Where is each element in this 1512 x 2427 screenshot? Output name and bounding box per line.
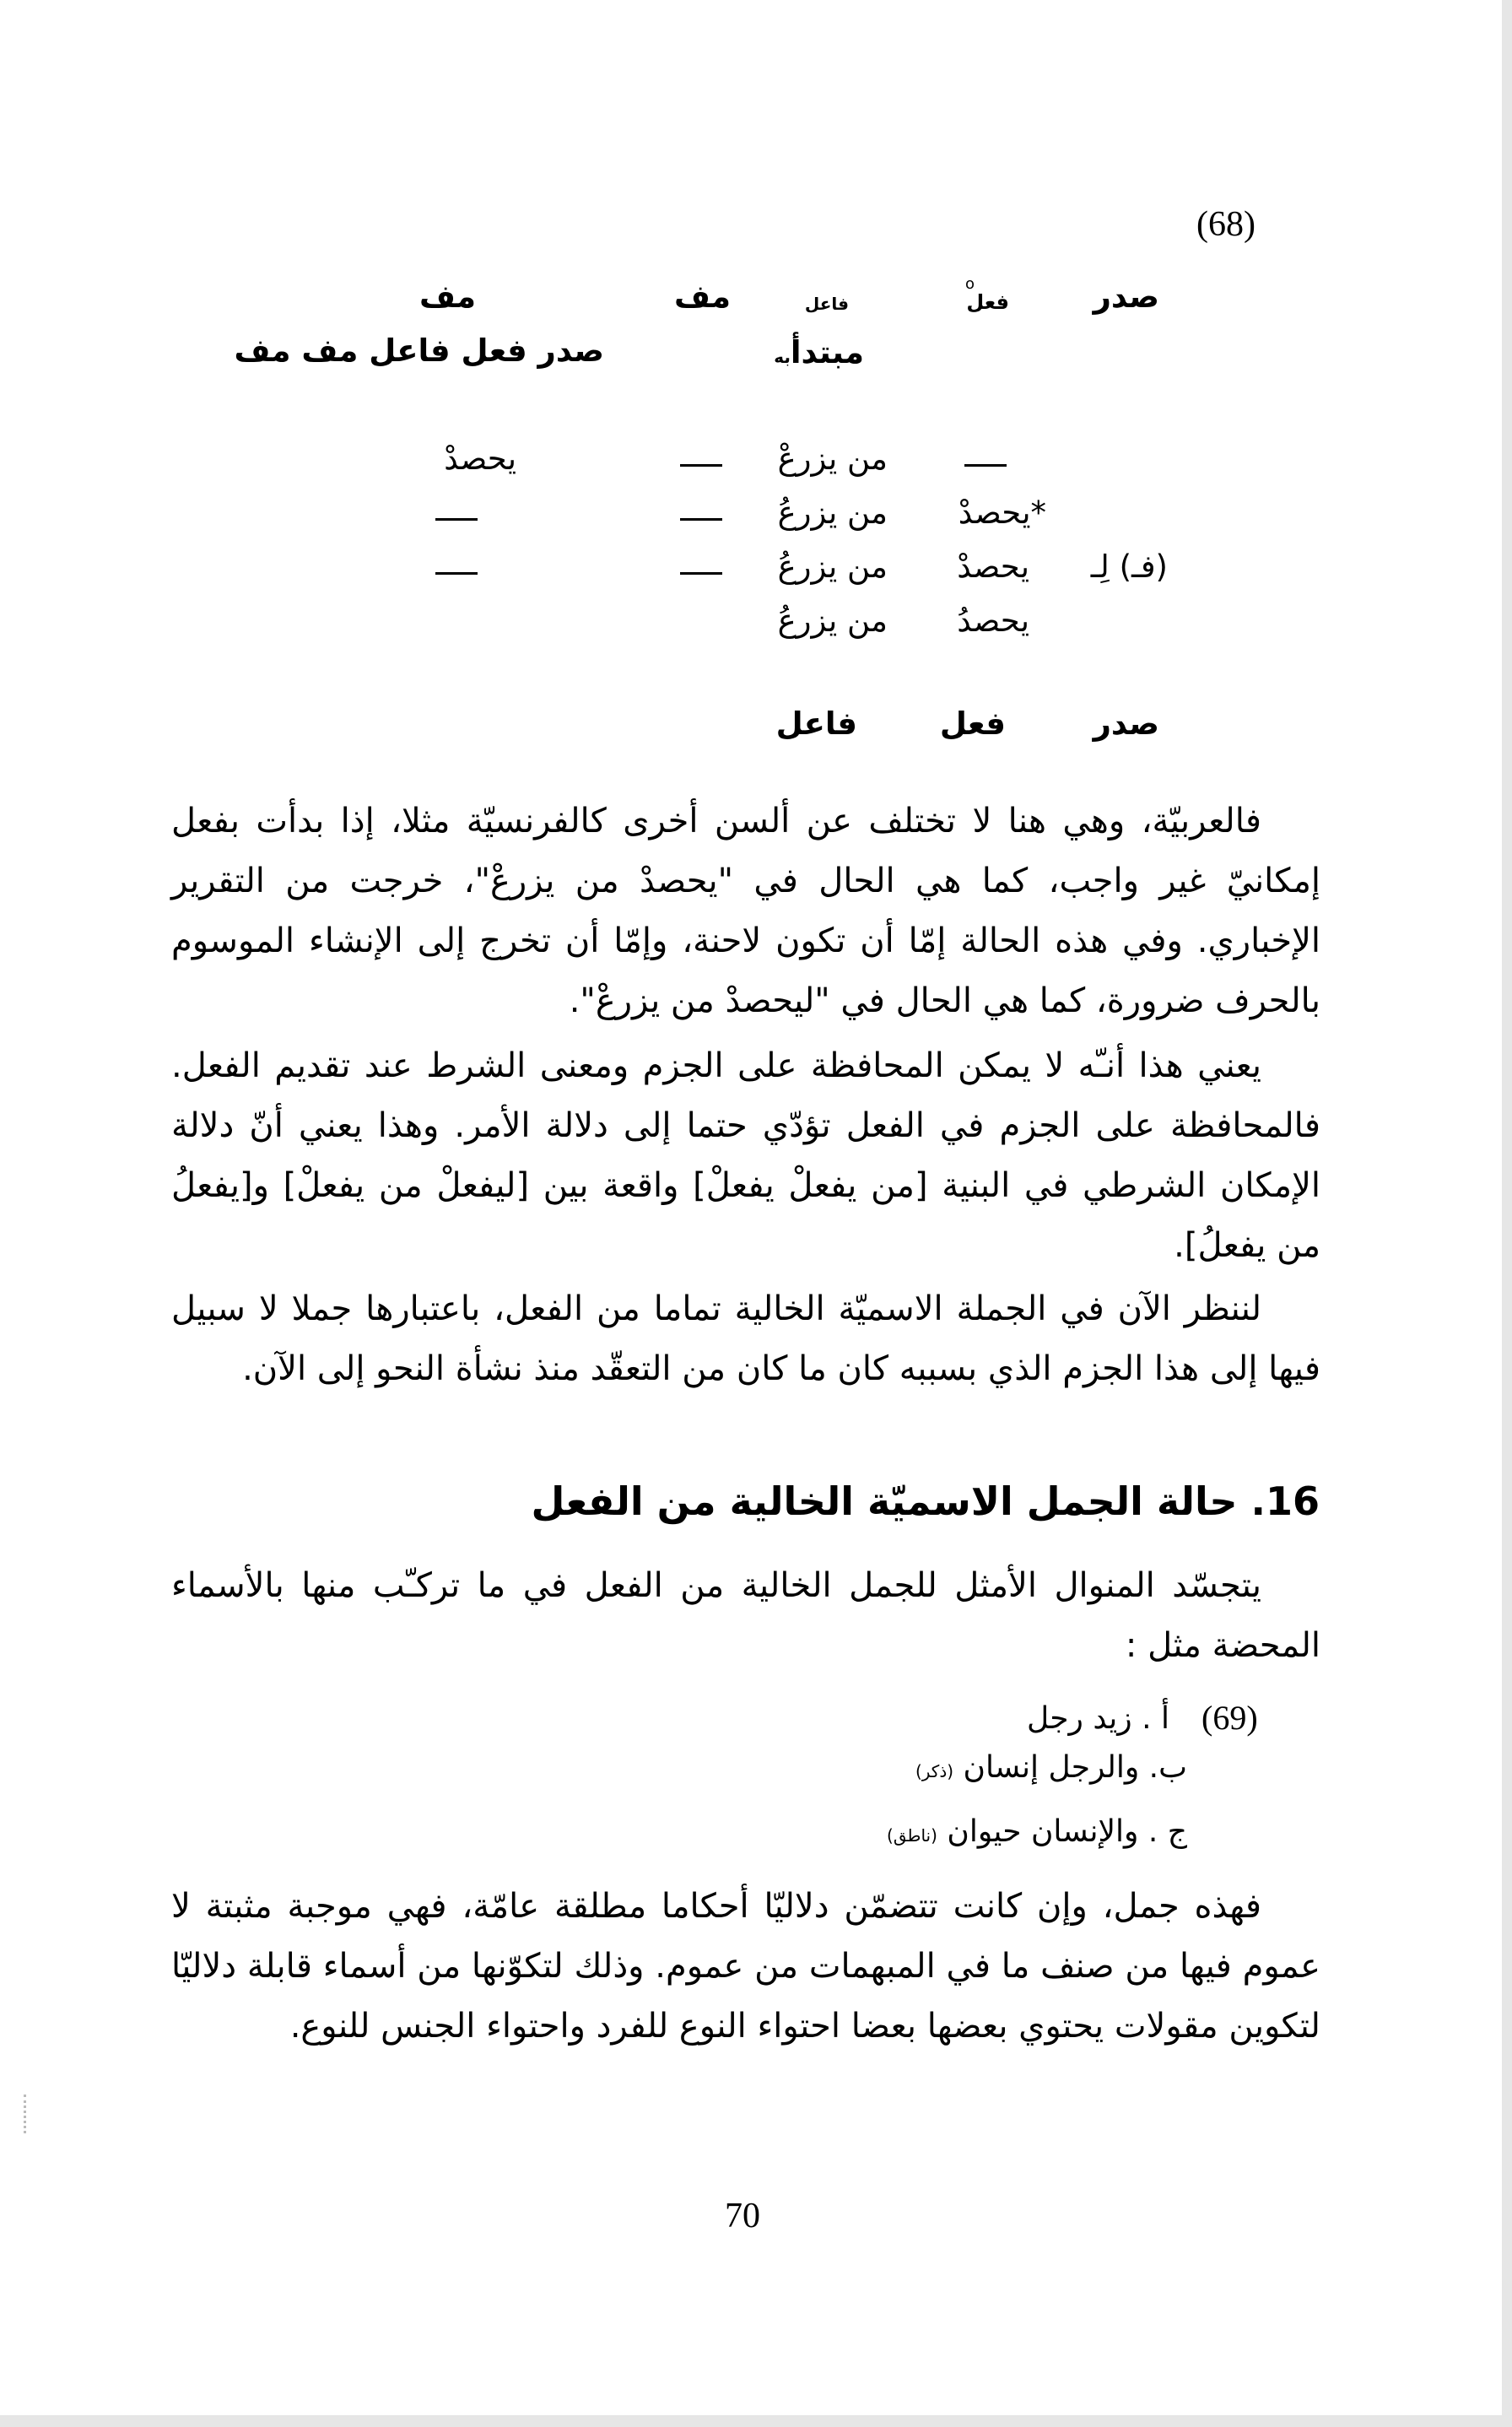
diagram-dash	[964, 464, 1007, 467]
diagram-foot-fi3l: فعل	[939, 705, 1006, 742]
diagram-foot-sadr: صدر	[1093, 705, 1159, 742]
paragraph-1: فالعربيّة، وهي هنا لا تختلف عن ألسن أخرى كالفرنسيّة مثلا، إذا بدأت بفعل إمكانيّ غير واجب، كما هي الحال في "يحصدْ من يزرعْ"، خرجت من التقرير الإخباري. وفي هذه الحالة إمّا أن تكون لاحنة، وإمّا أن تخرج إلى الإنشاء الموسوم بالحرف ضرورة، كما هي الحال في "ليحصدْ من يزرعْ".	[171, 802, 1320, 1020]
diagram-row3-fa3il: من يزرعُ	[777, 549, 888, 585]
diagram-left-structure: صدر فعل فاعل مف مف	[234, 332, 604, 369]
diagram-row3-fi3l: يحصدْ	[957, 549, 1029, 585]
example-c-note: (ناطق)	[887, 1825, 937, 1846]
example-number-68: (68)	[1196, 205, 1256, 244]
diagram-row1-fa3il: من يزرعْ	[777, 441, 888, 477]
diagram-head-sadr: صدر	[1093, 278, 1159, 315]
example-b-note: (ذكر)	[915, 1761, 954, 1781]
diagram-row2-fa3il: من يزرعُ	[777, 495, 888, 531]
diagram-dash	[680, 518, 722, 521]
page-number: 70	[725, 2197, 760, 2235]
diagram-head-fi3l-superscript: o	[965, 275, 975, 293]
paragraph-3: لننظر الآن في الجملة الاسميّة الخالية تماما من الفعل، باعتبارها جملا لا سبيل فيها إلى هذا الجزم الذي بسببه كان ما كان من التعقّد منذ نشأة النحو إلى الآن.	[171, 1289, 1320, 1388]
diagram-dash	[680, 572, 722, 575]
diagram-dash	[435, 518, 478, 521]
scan-speck	[24, 2095, 29, 2133]
section-heading: 16. حالة الجمل الاسميّة الخالية من الفعل	[531, 1478, 1320, 1524]
diagram-dash	[680, 464, 722, 467]
diagram-mubtada-sub: به	[774, 347, 791, 367]
diagram-row4-fa3il: من يزرعُ	[777, 603, 888, 639]
diagram-row4-fi3l: يحصدُ	[957, 603, 1029, 639]
diagram-head-maf-center: مف	[674, 278, 731, 315]
diagram-row2-fi3l: *يحصدْ	[958, 495, 1046, 531]
example-c-text: ج . والإنسان حيوان	[947, 1814, 1187, 1849]
paragraph-2: يعني هذا أنـّه لا يمكن المحافظة على الجزم ومعنى الشرط عند تقديم الفعل. فالمحافظة على الجزم في الفعل تؤدّي حتما إلى دلالة الأمر. وهذا يعني أنّ دلالة الإمكان الشرطي في البنية [من يفعلْ يفعلْ] واقعة بين [ليفعلْ من يفعلْ] و[يفعلُ من يفعلُ].	[171, 1046, 1320, 1265]
example-b	[915, 1750, 1187, 1785]
example-number-69: (69)	[1202, 1699, 1258, 1737]
diagram-head-fi3l: فعل	[966, 290, 1009, 314]
example-a: أ . زيد رجل	[1027, 1701, 1169, 1736]
example-c	[887, 1814, 1187, 1849]
diagram-row3-sadr: (فـ) لِـ	[1090, 549, 1168, 585]
diagram-dash	[435, 572, 478, 575]
diagram-foot-fa3il: فاعل	[775, 705, 857, 742]
example-b-text: ب. والرجل إنسان	[963, 1750, 1187, 1785]
diagram-mubtada-word: مبتدأ	[790, 334, 864, 370]
diagram-row1-maf: يحصدْ	[444, 441, 516, 477]
diagram-head-fa3il-small: فاعل	[804, 294, 849, 314]
diagram-head-maf-left: مف	[419, 278, 476, 315]
scan-edge-bottom	[0, 2415, 1512, 2427]
closing-paragraph: فهذه جمل، وإن كانت تتضمّن دلاليّا أحكاما مطلقة عامّة، فهي موجبة مثبتة لا عموم فيها من صنف ما في المبهمات من عموم. وذلك لتكوّنها من أسماء قابلة دلاليّا لتكوين مقولات يحتوي بعضها بعضا احتواء النوع للفرد واحتواء الجنس للنوع.	[171, 1887, 1320, 2046]
scan-edge-right	[1502, 0, 1512, 2427]
diagram-mubtada	[774, 334, 864, 370]
section-intro: يتجسّد المنوال الأمثل للجمل الخالية من الفعل في ما تركـّب منها بالأسماء المحضة مثل :	[171, 1566, 1320, 1665]
